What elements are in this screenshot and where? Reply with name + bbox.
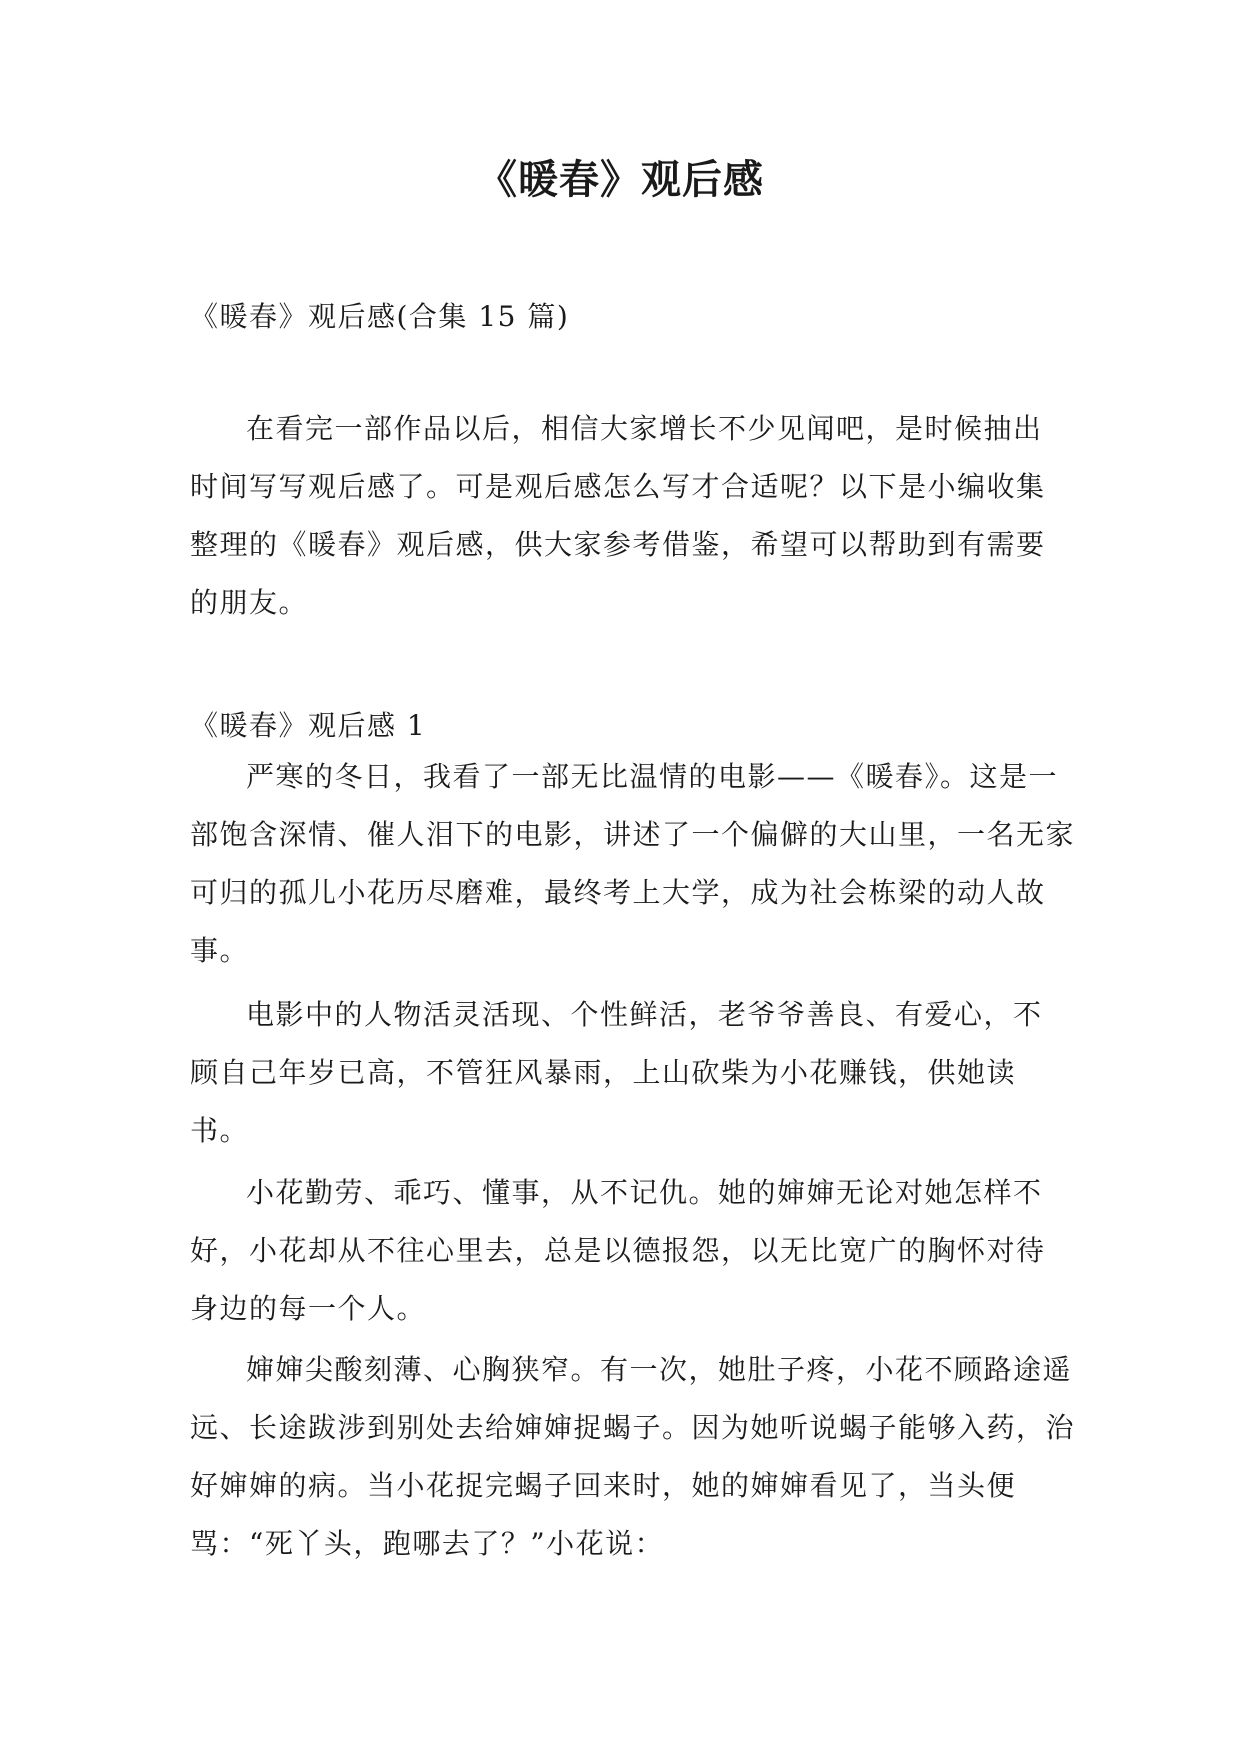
body-paragraph-2: 电影中的人物活灵活现、个性鲜活，老爷爷善良、有爱心，不顾自己年岁已高，不管狂风暴雨，上山砍柴为小花赚钱，供她读书。 <box>190 998 1043 1147</box>
body-paragraph-4: 婶婶尖酸刻薄、心胸狭窄。有一次，她肚子疼，小花不顾路途遥远、长途跋涉到别处去给婶婶捉蝎子。因为她听说蝎子能够入药，治好婶婶的病。当小花捉完蝎子回来时，她的婶婶看见了，当头便骂：“死丫头，跑哪去了？”小花说： <box>190 1353 1076 1560</box>
intro-paragraph: 在看完一部作品以后，相信大家增长不少见闻吧，是时候抽出时间写写观后感了。可是观后感怎么写才合适呢？以下是小编收集整理的《暖春》观后感，供大家参考借鉴，希望可以帮助到有需要的朋友。 <box>190 412 1046 619</box>
document-title: 《暖春》观后感 <box>477 157 764 203</box>
body-paragraph-3: 小花勤劳、乖巧、懂事，从不记仇。她的婶婶无论对她怎样不好，小花却从不往心里去，总是以德报怨，以无比宽广的胸怀对待身边的每一个人。 <box>190 1176 1046 1325</box>
document-subtitle: 《暖春》观后感(合集 15 篇) <box>190 300 570 333</box>
section-heading: 《暖春》观后感 1 <box>190 709 427 742</box>
body-paragraph-1: 严寒的冬日，我看了一部无比温情的电影——《暖春》。这是一部饱含深情、催人泪下的电影，讲述了一个偏僻的大山里，一名无家可归的孤儿小花历尽磨难，最终考上大学，成为社会栋梁的动人故事。 <box>190 760 1076 967</box>
